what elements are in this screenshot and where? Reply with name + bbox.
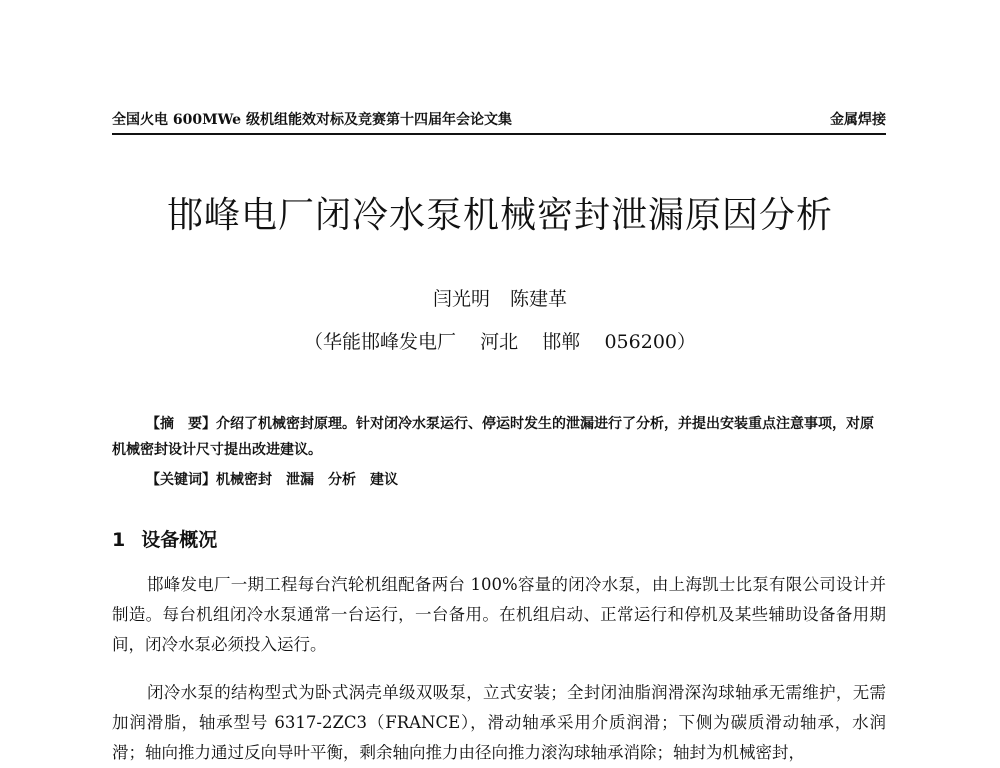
abstract bbox=[112, 411, 886, 463]
header-proceedings-title: 全国火电 600MWe 级机组能效对标及竞赛第十四届年会论文集 bbox=[112, 112, 512, 128]
keywords-label: 【关键词】 bbox=[146, 472, 216, 488]
section-number: 1 bbox=[112, 529, 126, 551]
paper-title: 邯峰电厂闭冷水泵机械密封泄漏原因分析 bbox=[166, 195, 833, 236]
section-title: 设备概况 bbox=[141, 529, 218, 551]
keyword: 机械密封 bbox=[216, 472, 272, 488]
header-rule bbox=[112, 133, 886, 135]
keywords bbox=[146, 469, 886, 491]
section-heading bbox=[112, 527, 217, 553]
keyword: 分析 bbox=[328, 472, 356, 488]
abstract-text: 介绍了机械密封原理。针对闭冷水泵运行、停运时发生的泄漏进行了分析，并提出安装重点注意事项，对原机械密封设计尺寸提出改进建议。 bbox=[112, 416, 874, 458]
paper-authors: 闫光明 陈建革 bbox=[432, 288, 568, 310]
abstract-label: 【摘 要】 bbox=[146, 416, 216, 432]
body-paragraph: 闭冷水泵的结构型式为卧式涡壳单级双吸泵，立式安装；全封闭油脂润滑深沟球轴承无需维护，无需加润滑脂，轴承型号 6317-2ZC3（FRANCE），滑动轴承采用介质润滑；下侧为碳质滑动轴承，水润滑；轴向推力通过反向导叶平衡，剩余轴向推力由径向推力滚沟球轴承消除；轴封为机械密封， bbox=[112, 683, 886, 762]
keyword: 泄漏 bbox=[286, 472, 314, 488]
body-paragraph: 邯峰发电厂一期工程每台汽轮机组配备两台 100%容量的闭冷水泵，由上海凯士比泵有限公司设计并制造。每台机组闭冷水泵通常一台运行，一台备用。在机组启动、正常运行和停机及某些辅助设备备用期间，闭冷水泵必须投入运行。 bbox=[112, 575, 886, 654]
header-section-name: 金属焊接 bbox=[830, 112, 886, 128]
keyword: 建议 bbox=[370, 472, 398, 488]
paper-affiliation: （华能邯峰发电厂 河北 邯郸 056200） bbox=[303, 331, 696, 353]
